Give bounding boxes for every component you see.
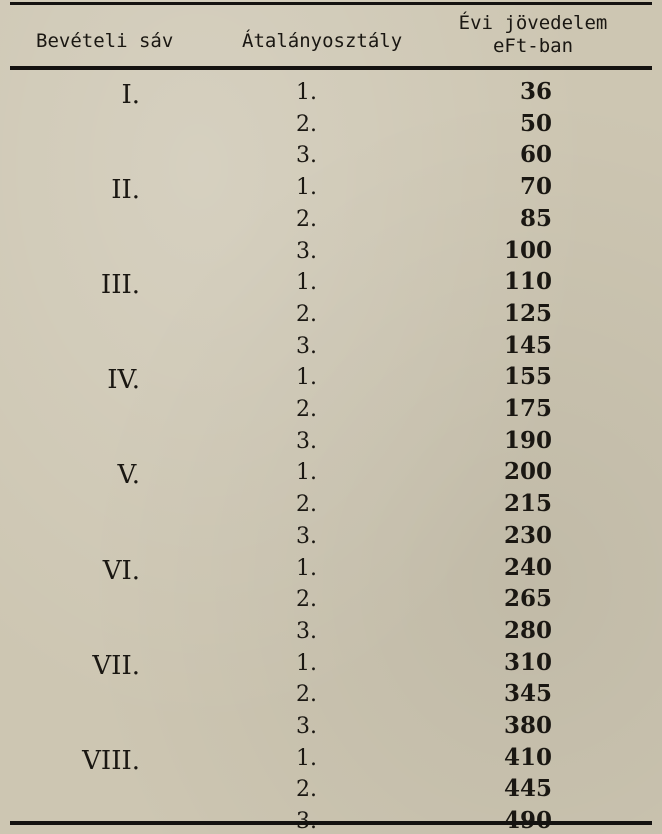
income-cell: 70 xyxy=(519,173,552,201)
income-cell: 85 xyxy=(519,204,552,232)
income-cell: 60 xyxy=(519,141,552,169)
class-cell: 3. xyxy=(296,333,317,359)
income-cell: 200 xyxy=(503,458,552,486)
income-cell: 155 xyxy=(503,363,552,391)
income-cell: 100 xyxy=(503,236,552,264)
band-label: III. xyxy=(100,270,140,301)
class-cell: 2. xyxy=(296,492,317,518)
income-cell: 445 xyxy=(503,775,552,803)
income-cell: 215 xyxy=(503,490,552,518)
band-label: VIII. xyxy=(82,745,140,776)
income-cell: 190 xyxy=(503,426,552,454)
income-cell: 175 xyxy=(503,395,552,422)
class-cell: 2. xyxy=(296,777,317,803)
income-cell: 240 xyxy=(503,553,552,581)
class-cell: 3. xyxy=(296,428,317,454)
class-cell: 1. xyxy=(296,650,317,676)
class-cell: 2. xyxy=(296,206,317,232)
income-cell: 110 xyxy=(503,268,552,296)
band-label: V. xyxy=(117,460,140,491)
income-cell: 50 xyxy=(519,109,552,137)
class-cell: 1. xyxy=(296,745,317,771)
class-cell: 3. xyxy=(296,523,317,549)
class-cell: 1. xyxy=(296,175,317,201)
class-cell: 2. xyxy=(296,301,317,327)
band-label: I. xyxy=(121,80,140,110)
class-cell: 3. xyxy=(296,714,317,739)
class-cell: 3. xyxy=(296,618,317,644)
income-cell: 345 xyxy=(503,680,552,708)
header-income-line1: Évi jövedelem xyxy=(458,12,608,34)
band-label: VI. xyxy=(102,555,140,586)
bottom-rule xyxy=(10,821,652,825)
income-cell: 36 xyxy=(519,78,552,105)
income-cell: 410 xyxy=(503,743,552,771)
band-label: VII. xyxy=(92,650,140,681)
class-cell: 1. xyxy=(296,365,317,391)
class-cell: 3. xyxy=(296,238,317,264)
class-cell: 3. xyxy=(296,143,317,169)
income-cell: 310 xyxy=(503,648,552,676)
class-cell: 1. xyxy=(296,555,317,581)
class-cell: 2. xyxy=(296,111,317,137)
header-income-line2: eFt-ban xyxy=(492,35,574,57)
header-band: Bevételi sáv xyxy=(36,30,174,52)
header-class: Átalányosztály xyxy=(242,30,403,52)
income-cell: 280 xyxy=(503,616,552,644)
income-cell: 380 xyxy=(503,712,552,739)
band-label: IV. xyxy=(107,365,140,396)
class-cell: 1. xyxy=(296,460,317,486)
class-cell: 1. xyxy=(296,270,317,296)
income-cell: 145 xyxy=(503,331,552,359)
class-cell: 2. xyxy=(296,587,317,613)
class-cell: 2. xyxy=(296,397,317,422)
income-cell: 265 xyxy=(503,585,552,613)
class-cell: 1. xyxy=(296,80,317,105)
band-label: II. xyxy=(111,175,140,206)
income-cell: 125 xyxy=(503,299,552,327)
class-cell: 2. xyxy=(296,682,317,708)
income-cell: 230 xyxy=(503,521,552,549)
